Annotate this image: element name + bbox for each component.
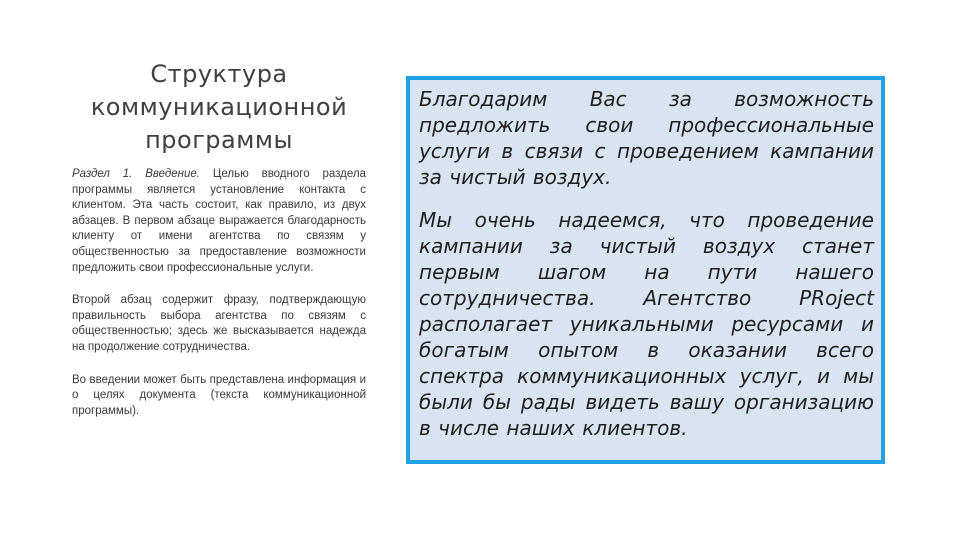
slide-title: Структура коммуникационной программы	[90, 60, 348, 154]
quote-paragraph-thanks: Благодарим Вас за возможность предложить свои профессиональные услуги в связи с проведением кампании за чистый воздух.	[419, 87, 874, 189]
intro-paragraph-text: Целью вводного раздела программы является установление контакта с клиентом. Эта часть состоит, как правило, из двух абзацев. В первом абзаце выражается благодарность клиенту от имени агентства по связям у общественностью за предоставление возможности предложить свои профессиональные услуги.	[72, 168, 366, 274]
left-column	[72, 58, 366, 436]
intro-paragraph	[72, 167, 366, 276]
quote-paragraph-hope: Мы очень надеемся, что проведение кампании за чистый воздух станет первым шагом на пути нашего сотрудничества. Агентство PRoject располагает уникальными ресурсами и богатым опытом в оказании всего спектра коммуникационных услуг, и мы были бы рады видеть вашу организацию в числе наших клиентов.	[419, 208, 874, 440]
quote-inner	[410, 80, 881, 441]
section-lead: Раздел 1. Введение.	[72, 168, 200, 180]
example-quote-box	[406, 76, 885, 464]
second-paragraph: Второй абзац содержит фразу, подтверждающую правильность выбора агентства по связям с общественностью; здесь же высказывается надежда на продолжение сотрудничества.	[72, 294, 366, 353]
third-paragraph: Во введении может быть представлена информация и о целях документа (текста коммуникационной программы).	[72, 373, 366, 417]
